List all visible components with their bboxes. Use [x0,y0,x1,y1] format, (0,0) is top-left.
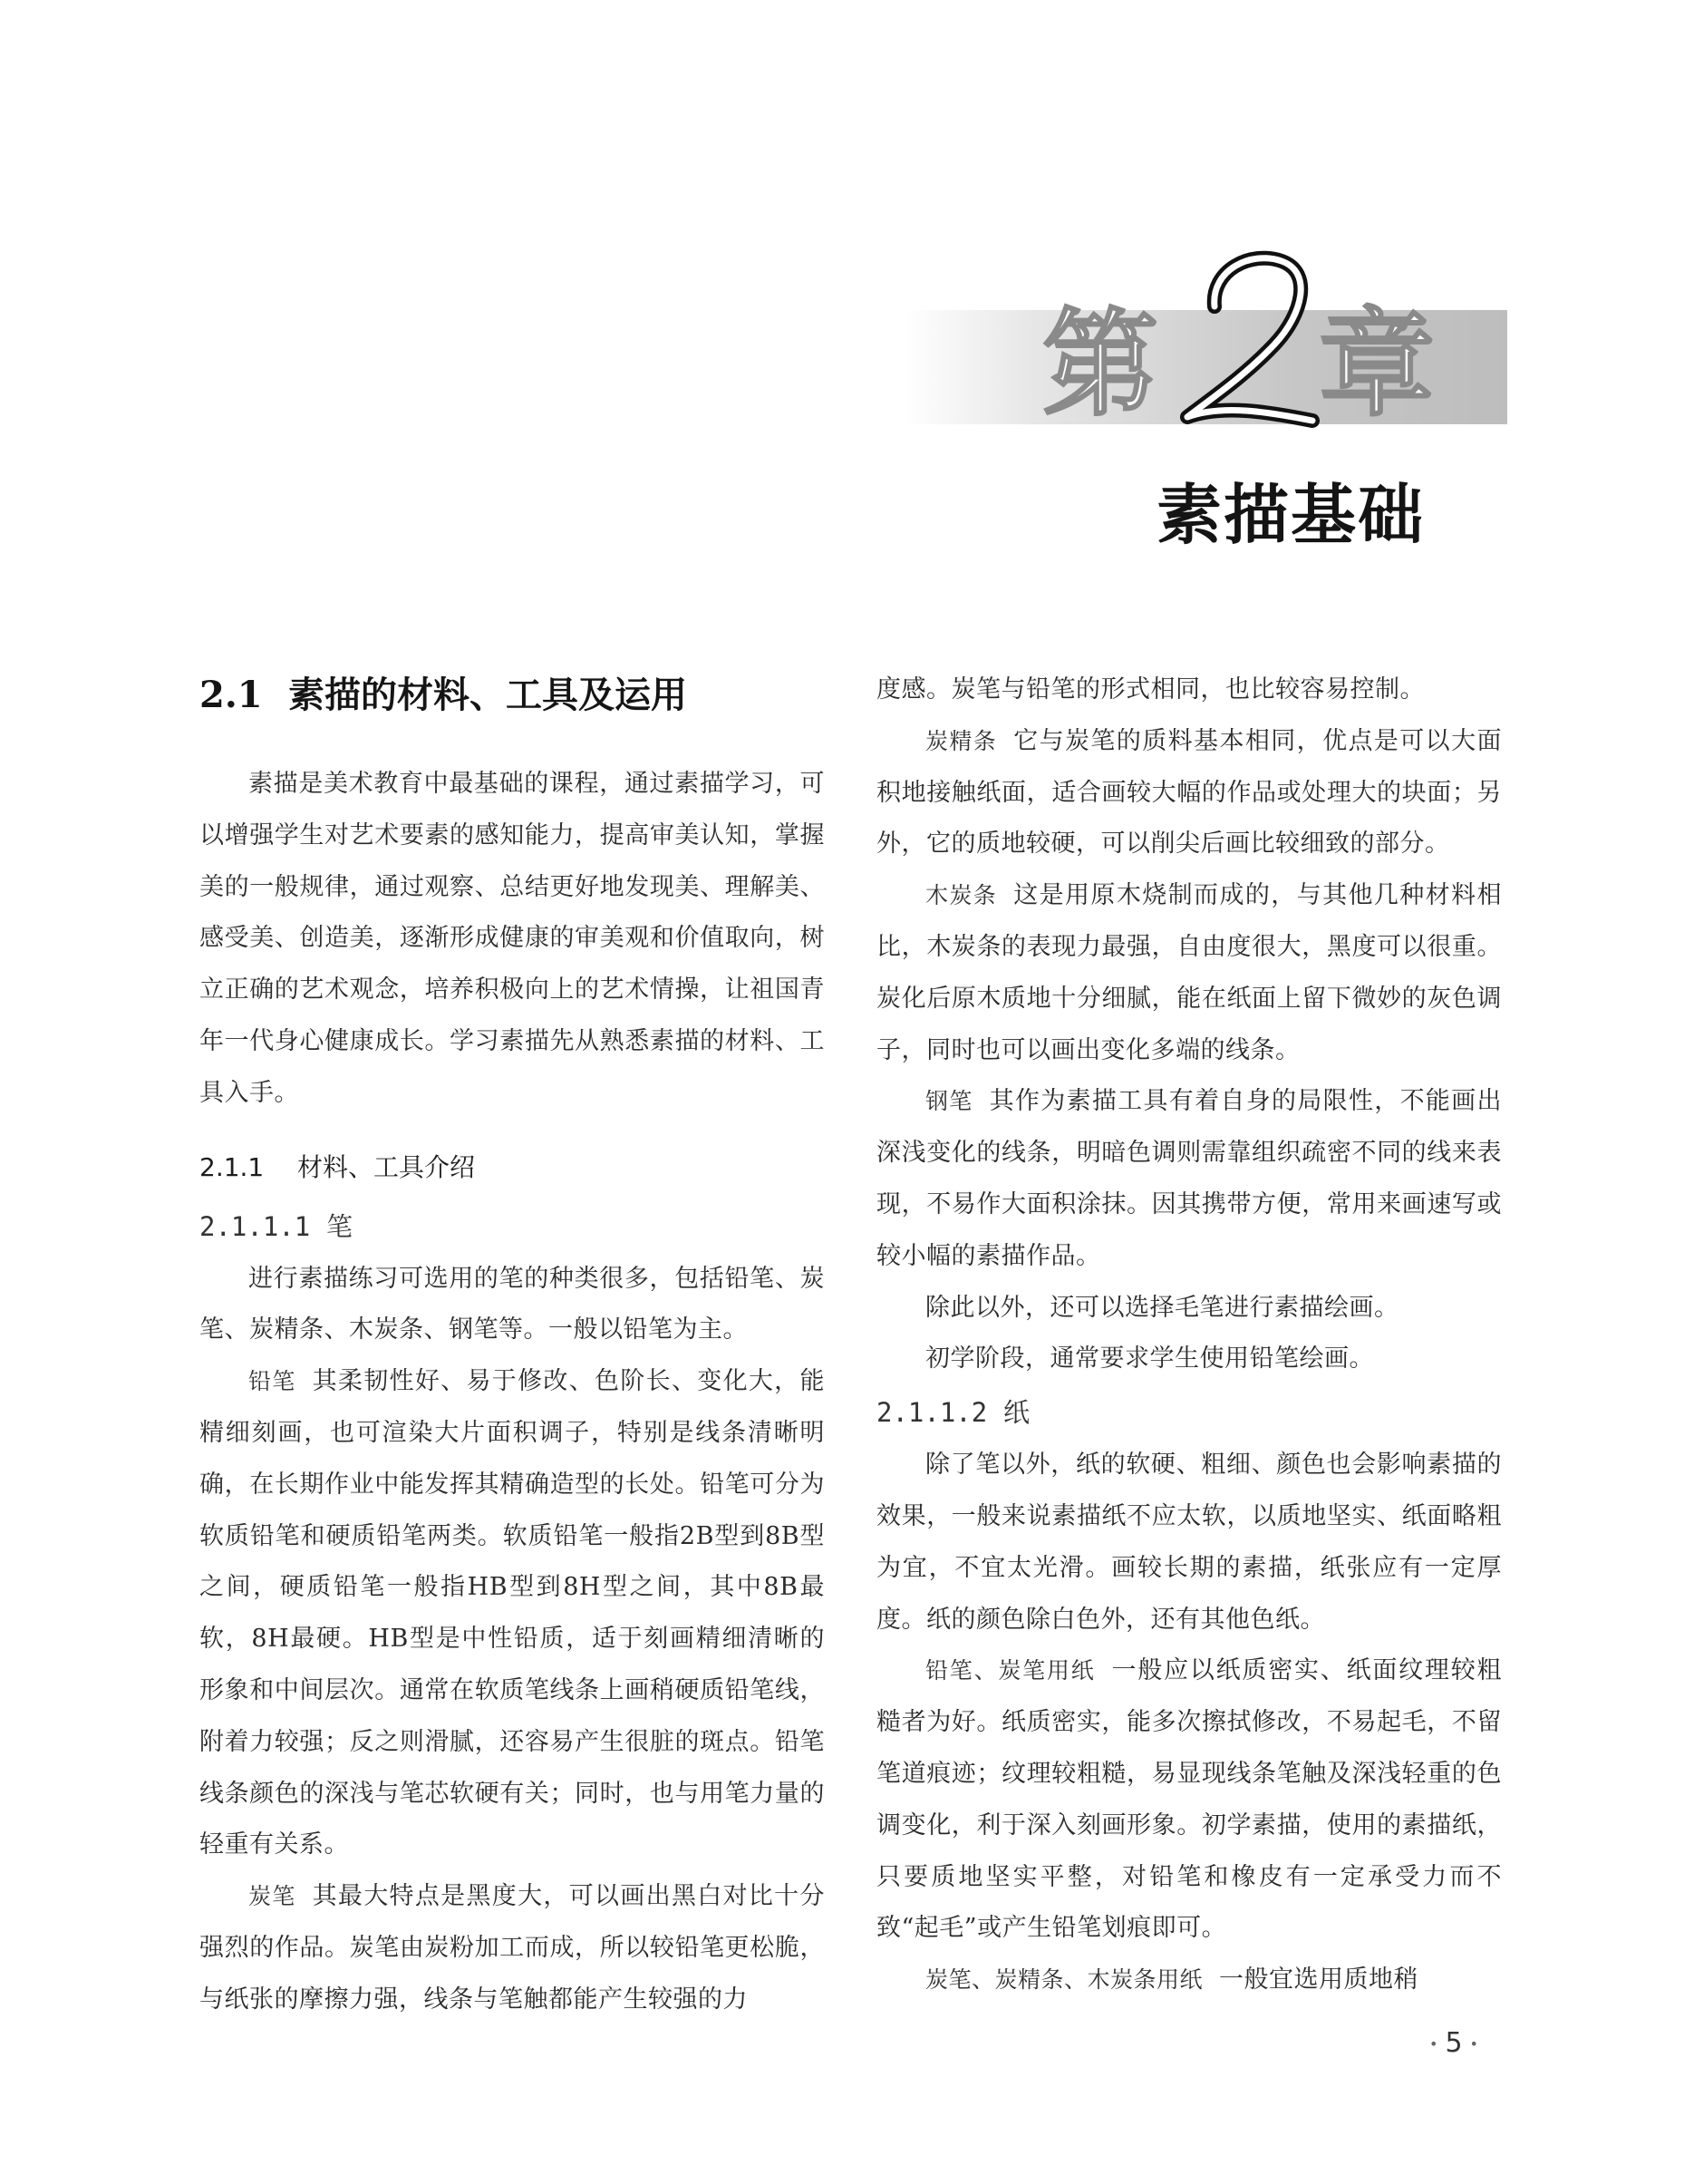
subsubsection-number-paper: 2.1.1.2 [876,1397,988,1429]
subsection-heading [199,1136,825,1199]
charcoal-pen-paragraph [199,1871,825,2025]
fountain-pen-text: 其作为素描工具有着自身的局限性，不能画出深浅变化的线条，明暗色调则需靠组织疏密不同的线来表现，不易作大面积涂抹。因其携带方便，常用来画速写或较小幅的素描作品。 [876,1087,1502,1270]
page-number-value: 5 [1445,2027,1463,2059]
conte-text: 它与炭笔的质料基本相同，优点是可以大面积地接触纸面，适合画较大幅的作品或处理大的块面；另外，它的质地较硬，可以削尖后画比较细致的部分。 [876,726,1502,859]
willow-charcoal-paragraph [876,870,1502,1076]
fountain-pen-paragraph [876,1076,1502,1282]
beginner-note: 初学阶段，通常要求学生使用铅笔绘画。 [925,1344,1374,1373]
chapter-suffix: 章 [1319,296,1436,432]
page-number-dot-right: • [1469,2035,1478,2053]
chapter-title: 素描基础 [1157,477,1426,553]
paper-intro-paragraph: 除了笔以外，纸的软硬、粗细、颜色也会影响素描的效果，一般来说素描纸不应太软，以质地坚实、纸面略粗为宜，不宜太光滑。画较长期的素描，纸张应有一定厚度。纸的颜色除白色外，还有其他色纸。 [876,1451,1502,1634]
pencil-paragraph [199,1356,825,1871]
page-number [1422,2027,1486,2059]
conte-term: 炭精条 [925,727,998,754]
charcoal-paper-term: 炭笔、炭精条、木炭条用纸 [925,1966,1204,1994]
section-number: 2.1 [199,674,263,716]
subsubsection-title: 笔 [326,1210,353,1242]
brush-note: 除此以外，还可以选择毛笔进行素描绘画。 [925,1293,1399,1322]
section-heading [199,665,825,739]
conte-paragraph [876,716,1502,870]
charcoal-pen-term: 炭笔 [248,1883,296,1910]
subsubsection-heading-pens [199,1199,825,1254]
pencil-paper-text: 一般应以纸质密实、纸面纹理较粗糙者为好。纸质密实，能多次擦拭修改，不易起毛，不留笔道痕迹；纹理较粗糙，易显现线条笔触及深浅轻重的色调变化，利于深入刻画形象。初学素描，使用的素描纸，只要质地坚实平整，对铅笔和橡皮有一定承受力而不致“起毛”或产生铅笔划痕即可。 [876,1656,1502,1943]
willow-charcoal-text: 这是用原木烧制而成的，与其他几种材料相比，木炭条的表现力最强，自由度很大，黑度可以很重。炭化后原木质地十分细腻，能在纸面上留下微妙的灰色调子，同时也可以画出变化多端的线条。 [876,881,1502,1064]
left-column [199,665,825,2026]
charcoal-pen-text: 其最大特点是黑度大，可以画出黑白对比十分强烈的作品。炭笔由炭粉加工而成，所以较铅笔更松脆，与纸张的摩擦力强，线条与笔触都能产生较强的力 [199,1882,825,2014]
pencil-term: 铅笔 [248,1368,296,1395]
subsubsection-number: 2.1.1.1 [199,1210,311,1242]
intro-paragraph: 素描是美术教育中最基础的课程，通过素描学习，可以增强学生对艺术要素的感知能力，提高审美认知，掌握美的一般规律，通过观察、总结更好地发现美、理解美、感受美、创造美，逐渐形成健康的审美观和价值取向，树立正确的艺术观念，培养积极向上的艺术情操，让祖国青年一代身心健康成长。学习素描先从熟悉素描的材料、工具入手。 [199,770,825,1107]
page-number-dot-left: • [1429,2035,1438,2053]
fountain-pen-term: 钢笔 [925,1088,973,1115]
subsubsection-title-paper: 纸 [1003,1397,1031,1429]
pencil-text: 其柔韧性好、易于修改、色阶长、变化大，能精细刻画，也可渲染大片面积调子，特别是线条清晰明确，在长期作业中能发挥其精确造型的长处。铅笔可分为软质铅笔和硬质铅笔两类。软质铅笔一般指2B型到8B型之间，硬质铅笔一般指HB型到8H型之间，其中8B最软，8H最硬。HB型是中性铅质，适于刻画精细清晰的形象和中间层次。通常在软质笔线条上画稍硬质铅笔线，附着力较强；反之则滑腻，还容易产生很脏的斑点。铅笔线条颜色的深浅与笔芯软硬有关；同时，也与用笔力量的轻重有关系。 [199,1367,825,1859]
pencil-paper-paragraph [876,1645,1502,1955]
willow-charcoal-term: 木炭条 [925,882,998,909]
right-column [876,665,1502,2006]
pencil-paper-term: 铅笔、炭笔用纸 [925,1657,1096,1684]
subsection-number: 2.1.1 [199,1151,265,1182]
chapter-number [1167,243,1331,433]
charcoal-paper-paragraph [876,1955,1502,2006]
pens-intro-paragraph: 进行素描练习可选用的笔的种类很多，包括铅笔、炭笔、炭精条、木炭条、钢笔等。一般以铅笔为主。 [199,1264,825,1344]
section-title: 素描的材料、工具及运用 [288,674,687,716]
chapter-prefix: 第 [1042,296,1159,432]
charcoal-pen-continuation: 度感。炭笔与铅笔的形式相同，也比较容易控制。 [876,675,1425,704]
subsection-title: 材料、工具介绍 [297,1151,476,1182]
charcoal-paper-text: 一般宜选用质地稍 [1219,1966,1419,1995]
subsubsection-heading-paper [876,1385,1502,1440]
